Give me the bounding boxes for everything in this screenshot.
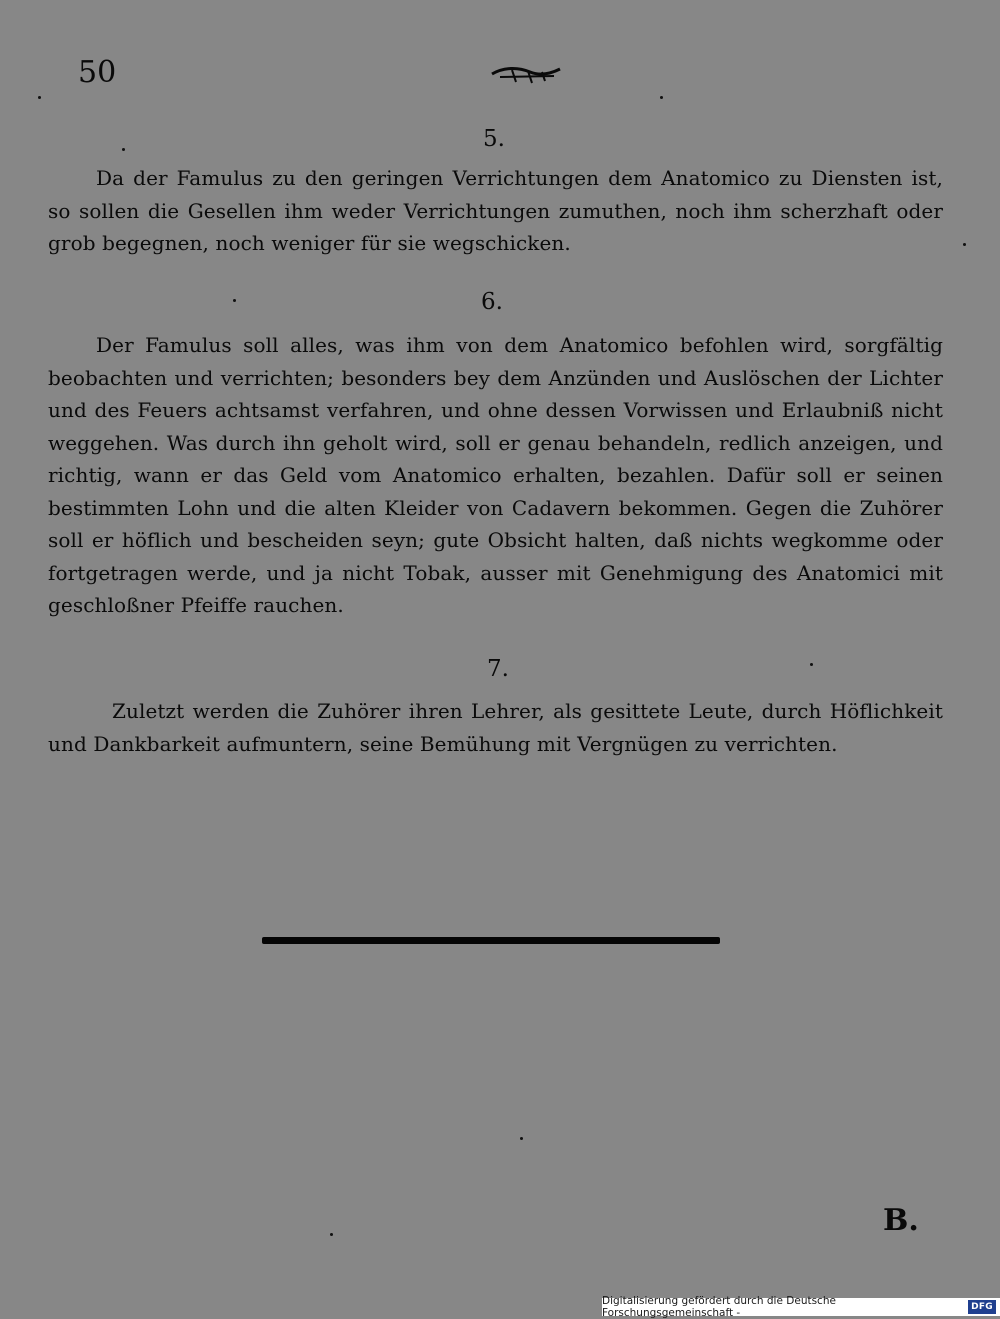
section-5-paragraph: Da der Famulus zu den geringen Verrichtungen dem Anatomico zu Diensten ist, so sollen die Gesellen ihm weder Verrichtungen zumuthen, noch ihm scherzhaft oder grob begegnen, noch weniger für sie wegschicken. bbox=[48, 166, 943, 255]
print-speck bbox=[330, 1233, 333, 1236]
footer-text: Digitalisierung gefördert durch die Deutsche Forschungsgemeinschaft - bbox=[602, 1295, 836, 1319]
print-speck bbox=[38, 96, 41, 99]
digitization-footer bbox=[602, 1295, 1000, 1319]
section-number-6: 6. bbox=[481, 289, 503, 315]
print-speck bbox=[233, 299, 236, 302]
section-7-paragraph: Zuletzt werden die Zuhörer ihren Lehrer, als gesittete Leute, durch Höflichkeit und Dankbarkeit aufmuntern, seine Bemühung mit Vergnügen zu verrichten. bbox=[48, 699, 943, 756]
page-number: 50 bbox=[78, 55, 117, 90]
dfg-logo-icon: DFG bbox=[968, 1300, 996, 1314]
catchword: B. bbox=[883, 1203, 919, 1238]
section-number-5: 5. bbox=[483, 126, 505, 152]
ornament-icon bbox=[490, 62, 562, 84]
print-speck bbox=[660, 96, 663, 99]
closing-rule bbox=[262, 937, 720, 944]
print-speck bbox=[520, 1137, 523, 1140]
print-speck bbox=[810, 663, 813, 666]
section-number-7: 7. bbox=[487, 656, 509, 682]
print-speck bbox=[122, 148, 125, 151]
print-speck bbox=[963, 243, 966, 246]
section-6-paragraph: Der Famulus soll alles, was ihm von dem Anatomico befohlen wird, sorgfältig beobachten und verrichten; besonders bey dem Anzünden und Auslöschen der Lichter und des Feuers achtsamst verfahren, und ohne dessen Vorwissen und Erlaubniß nicht weggehen. Was durch ihn geholt wird, soll er genau behandeln, redlich anzeigen, und richtig, wann er das Geld vom Anatomico erhalten, bezahlen. Dafür soll er seinen bestimmten Lohn und die alten Kleider von Cadavern bekommen. Gegen die Zuhörer soll er höflich und bescheiden seyn; gute Obsicht halten, daß nichts wegkomme oder fortgetragen werde, und ja nicht Tobak, ausser mit Genehmigung des Anatomici mit geschloßner Pfeiffe rauchen. bbox=[48, 333, 943, 617]
